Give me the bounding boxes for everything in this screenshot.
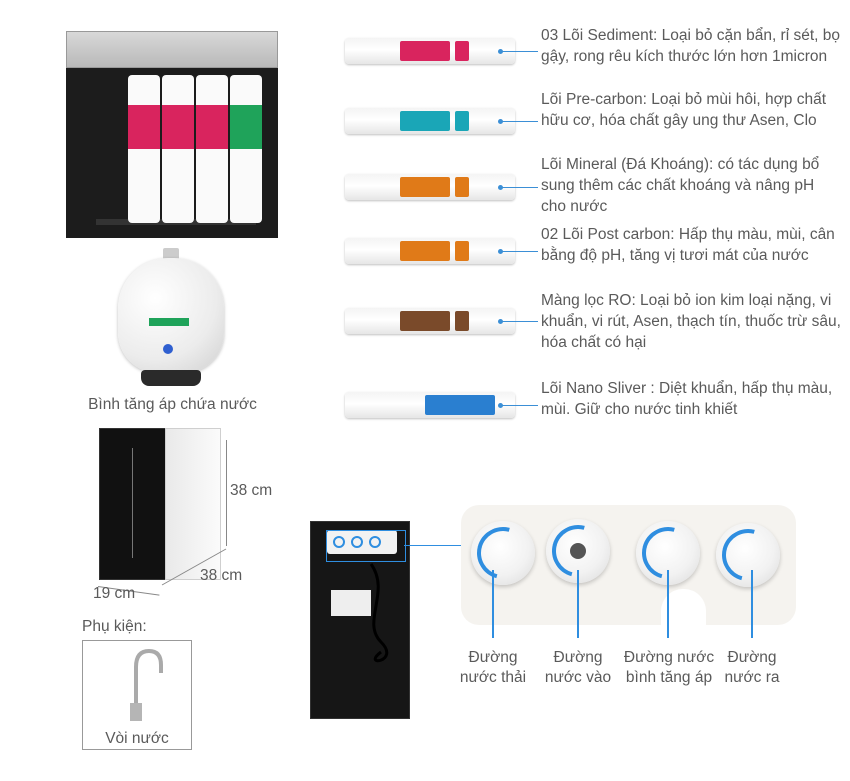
filter-cartridge-mineral bbox=[345, 174, 515, 200]
faucet-icon bbox=[103, 645, 173, 725]
filter-leader-2 bbox=[500, 121, 538, 122]
cabinet-cartridge-2 bbox=[162, 75, 194, 223]
port-label-tank: Đường nước bình tăng áp bbox=[623, 649, 715, 686]
filter-cartridge-post-carbon bbox=[345, 238, 515, 264]
filter-desc-nano-silver: Lõi Nano Sliver : Diệt khuẩn, hấp thụ màu, mùi. Giữ cho nước tinh khiết bbox=[541, 380, 833, 418]
filter-leader-5 bbox=[500, 321, 538, 322]
filter-desc-pre-carbon: Lõi Pre-carbon: Loại bỏ mùi hôi, hợp chất hữu cơ, hóa chất gây ung thư Asen, Clo bbox=[541, 91, 827, 129]
filter-cartridge-sediment bbox=[345, 38, 515, 64]
cabinet-cartridge-4 bbox=[230, 75, 262, 223]
height-dimension-line bbox=[226, 440, 227, 546]
cabinet-cartridge-3 bbox=[196, 75, 228, 223]
pressure-tank-image bbox=[116, 248, 226, 388]
cabinet-image bbox=[66, 31, 278, 238]
filter-cartridge-pre-carbon bbox=[345, 108, 515, 134]
port-line-tank bbox=[667, 570, 669, 638]
port-label-waste: Đường nước thải bbox=[459, 649, 527, 686]
filter-desc-ro: Màng lọc RO: Loại bỏ ion kim loại nặng, vi khuẩn, vi rút, Asen, thạch tín, thuốc trừ sâu, hóa chất có hại bbox=[541, 292, 841, 351]
filter-desc-post-carbon: 02 Lõi Post carbon: Hấp thụ màu, mùi, cân bằng độ pH, tăng vị tươi mát của nước bbox=[541, 226, 835, 264]
accessories-heading: Phụ kiện: bbox=[82, 618, 147, 635]
ports-callout-box bbox=[326, 530, 406, 562]
port-label-inlet: Đường nước vào bbox=[544, 649, 612, 686]
depth-dimension-label: 38 cm bbox=[200, 567, 243, 584]
filter-cartridge-nano-silver bbox=[345, 392, 515, 418]
ports-closeup-image bbox=[461, 505, 796, 625]
power-cord-icon bbox=[351, 562, 411, 672]
filter-cartridge-ro bbox=[345, 308, 515, 334]
cabinet-cartridge-1 bbox=[128, 75, 160, 223]
port-cap-waste bbox=[471, 521, 535, 585]
port-line-outlet bbox=[751, 570, 753, 638]
width-dimension-label: 19 cm bbox=[93, 585, 136, 602]
pressure-tank-caption: Bình tăng áp chứa nước bbox=[88, 396, 257, 413]
filter-leader-6 bbox=[500, 405, 538, 406]
port-line-inlet bbox=[577, 570, 579, 638]
faucet-box bbox=[82, 640, 192, 750]
faucet-caption: Vòi nước bbox=[105, 730, 169, 747]
port-line-waste bbox=[492, 570, 494, 638]
filter-desc-mineral: Lõi Mineral (Đá Khoáng): có tác dụng bổ sung thêm các chất khoáng và nâng pH cho nước bbox=[541, 156, 820, 215]
filter-desc-sediment: 03 Lõi Sediment: Loại bỏ cặn bẩn, rỉ sét, bọ gậy, rong rêu kích thước lớn hơn 1micron bbox=[541, 27, 841, 65]
port-cap-outlet bbox=[716, 523, 780, 587]
filter-leader-1 bbox=[500, 51, 538, 52]
height-dimension-label: 38 cm bbox=[230, 482, 273, 499]
filter-leader-4 bbox=[500, 251, 538, 252]
filter-leader-3 bbox=[500, 187, 538, 188]
port-label-outlet: Đường nước ra bbox=[724, 649, 780, 686]
ports-callout-line bbox=[404, 545, 461, 546]
